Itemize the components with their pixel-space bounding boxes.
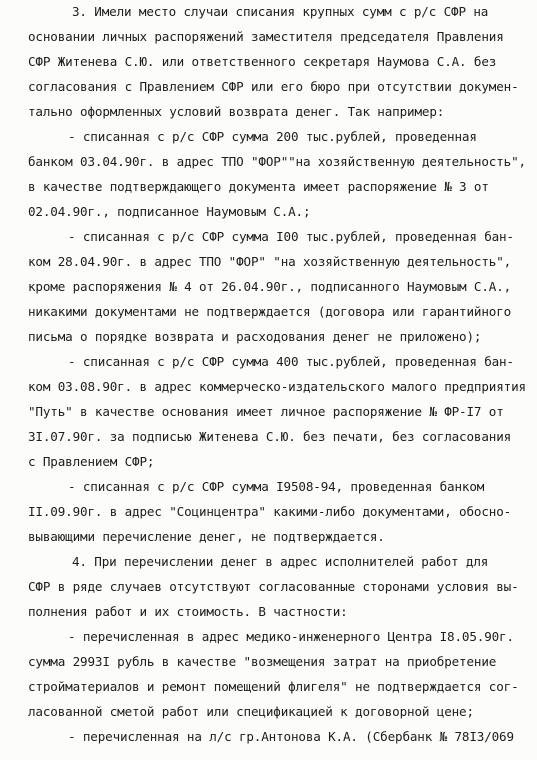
text-line: никакими документами не подтверждается (договора или гарантийного: [28, 304, 512, 319]
text-line: банком 03.04.90г. в адрес ТПО "ФОР""на хозяйственную деятельность",: [28, 154, 526, 169]
text-line: - списанная с р/с СФР сумма 200 тыс.рублей, проведенная: [68, 129, 477, 144]
text-line: ласованной сметой работ или спецификацией к договорной цене;: [28, 704, 474, 719]
text-line: письма о порядке возврата и расходования денег не приложено);: [28, 329, 482, 344]
text-line: ком 03.08.90г. в адрес коммерческо-издательского малого предприятия: [28, 379, 526, 394]
text-line: тально оформленных условий возврата денег. Так например:: [28, 104, 445, 119]
text-line: - списанная с р/с СФР сумма 400 тыс.рублей, проведенная бан-: [68, 354, 514, 369]
text-line: - списанная с р/с СФР сумма I9508-94, проведенная банком: [68, 479, 485, 494]
text-line: ком 28.04.90г. в адрес ТПО "ФОР" "на хозяйственную деятельность",: [28, 254, 512, 269]
text-line: в качестве подтверждающего документа имеет распоряжение № 3 от: [28, 179, 489, 194]
text-line: вывающими перечисление денег, не подтверждается.: [28, 529, 385, 544]
text-line: 4. При перечислении денег в адрес исполнителей работ для: [72, 554, 489, 569]
text-line: СФР Житенева С.Ю. или ответственного секретаря Наумова С.А. без: [28, 54, 497, 69]
text-line: "Путь" в качестве основания имеет личное распоряжение № ФР-I7 от: [28, 404, 504, 419]
text-line: полнения работ и их стоимость. В частности:: [28, 604, 348, 619]
text-line: кроме распоряжения № 4 от 26.04.90г., подписанного Наумовым С.А.,: [28, 279, 512, 294]
text-line: - перечисленная в адрес медико-инженерного Центра I8.05.90г.: [68, 629, 514, 644]
text-line: 3. Имели место случаи списания крупных сумм с р/с СФР на: [72, 4, 489, 19]
text-line: основании личных распоряжений заместителя председателя Правления: [28, 29, 504, 44]
text-line: СФР в ряде случаев отсутствуют согласованные сторонами условия вы-: [28, 579, 519, 594]
text-line: согласования с Правлением СФР или его бюро при отсутствии докумен-: [28, 79, 519, 94]
text-line: - перечисленная на л/с гр.Антонова К.А. (Сбербанк № 78I3/069: [68, 729, 514, 744]
text-line: сумма 2993I рубль в качестве "возмещения затрат на приобретение: [28, 654, 497, 669]
text-line: стройматериалов и ремонт помещений флигеля" не подтверждается сог-: [28, 679, 519, 694]
text-line: - списанная с р/с СФР сумма I00 тыс.рублей, проведенная бан-: [68, 229, 514, 244]
text-line: II.09.90г. в адрес "Социнцентра" какими-либо документами, обосно-: [28, 504, 512, 519]
text-line: с Правлением СФР;: [28, 454, 155, 469]
text-line: 02.04.90г., подписанное Наумовым С.А.;: [28, 204, 311, 219]
text-line: 3I.07.90г. за подписью Житенева С.Ю. без печати, без согласования: [28, 429, 512, 444]
